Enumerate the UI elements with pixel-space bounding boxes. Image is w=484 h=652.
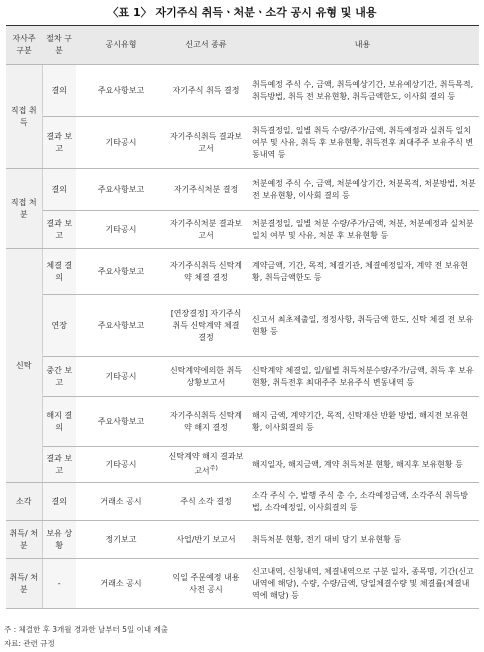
step-cell: 결과 보고	[42, 117, 76, 169]
content-cell: 해지 금액, 계약기간, 목적, 신탁재산 반환 방법, 해지전 보유현황, 이사회결의 등	[246, 397, 479, 447]
content-cell: 계약금액, 기간, 목적, 체결기관, 체결예정일자, 계약 전 보유현황, 취득금액한도 등	[246, 249, 479, 295]
group-cell: 직접 처분	[6, 169, 42, 249]
table-row	[6, 483, 479, 521]
content-cell: 취득결정일, 일별 취득 수량/주가/금액, 취득예정과 실취득 일치 여부 및 사유, 취득 후 보유현황, 취득전후 최대주주 보유주식 변동내역 등	[246, 117, 479, 169]
form-cell: 자기주식처분 결과보고서	[166, 211, 246, 249]
table-row	[6, 397, 479, 447]
content-cell: 신고내역, 신청내역, 체결내역으로 구분 일자, 종목명, 기간(신고내역에 해당), 수량, 수량/금액, 당일체결수량 및 체결률(체결내역에 해당) 등	[246, 559, 479, 609]
content-cell: 처분결정일, 일별 처분 수량/주가/금액, 처분, 처분예정과 실처분 일치 여부 및 사유, 처분 후 보유현황 등	[246, 211, 479, 249]
step-cell: 해지 결의	[42, 397, 76, 447]
type-cell: 기타공시	[76, 211, 166, 249]
step-cell: -	[42, 559, 76, 609]
table-row	[6, 249, 479, 295]
group-cell: 신탁	[6, 249, 42, 483]
header-cell: 내용	[246, 26, 479, 65]
step-cell: 결의	[42, 483, 76, 521]
form-cell: 자기주식취득 신탁계약 해지 결정	[166, 397, 246, 447]
step-cell: 보유 상황	[42, 521, 76, 559]
disclosure-table	[6, 25, 479, 609]
table-title: 〈표 1〉 자기주식 취득ㆍ처분ㆍ소각 공시 유형 및 내용	[107, 6, 377, 19]
group-cell: 취득/ 처분	[6, 521, 42, 559]
table-row	[6, 117, 479, 169]
type-cell: 정기보고	[76, 521, 166, 559]
table-row	[6, 169, 479, 211]
type-cell: 주요사항보고	[76, 295, 166, 357]
table-row	[6, 521, 479, 559]
table-row	[6, 65, 479, 117]
table-row	[6, 559, 479, 609]
form-cell	[166, 447, 246, 483]
form-cell: 익일 주문예정 내용 사전 공시	[166, 559, 246, 609]
header-cell: 절차 구분	[42, 26, 76, 65]
form-cell: 사업/반기 보고서	[166, 521, 246, 559]
form-cell: [연장결정] 자기주식취득 신탁계약 체결 결정	[166, 295, 246, 357]
type-cell: 거래소 공시	[76, 559, 166, 609]
header-cell: 자사주 구분	[6, 26, 42, 65]
content-cell: 취득예정 주식 수, 금액, 취득예상기간, 보유예상기간, 취득목적, 취득방법, 취득 전 보유현황, 취득금액한도, 이사회 결의 등	[246, 65, 479, 117]
form-cell: 신탁계약에의한 취득상황보고서	[166, 357, 246, 397]
form-cell: 자기주식처분 결정	[166, 169, 246, 211]
type-cell: 주요사항보고	[76, 169, 166, 211]
step-cell: 체결 결의	[42, 249, 76, 295]
step-cell: 중간 보고	[42, 357, 76, 397]
type-cell: 기타공시	[76, 357, 166, 397]
source-note: 자료: 관련 규정	[4, 639, 55, 648]
header-cell: 공시유형	[76, 26, 166, 65]
table-row	[6, 357, 479, 397]
type-cell: 기타공시	[76, 117, 166, 169]
content-cell: 신탁계약 체결일, 일/월별 취득처분수량/주가/금액, 취득 후 보유현황, 취득전후 최대주주 보유주식 변동내역 등	[246, 357, 479, 397]
content-cell: 취득처분 현황, 전기 대비 당기 보유현황 등	[246, 521, 479, 559]
form-cell: 주식 소각 결정	[166, 483, 246, 521]
group-cell: 취득/ 처분	[6, 559, 42, 609]
form-cell: 자기주식취득 신탁계약 체결 결정	[166, 249, 246, 295]
content-cell: 소각 주식 수, 발행 주식 총 수, 소각예정금액, 소각주식 취득방법, 소각예정일, 이사회결의 등	[246, 483, 479, 521]
step-cell: 결의	[42, 169, 76, 211]
type-cell: 주요사항보고	[76, 249, 166, 295]
content-cell: 해지일자, 해지금액, 계약 취득처분 현황, 해지후 보유현황 등	[246, 447, 479, 483]
content-cell: 신고서 최초제출일, 정정사항, 취득금액 한도, 신탁 체결 전 보유현황 등	[246, 295, 479, 357]
footnote-marker: 주)	[209, 465, 218, 473]
step-cell: 연장	[42, 295, 76, 357]
table-row	[6, 295, 479, 357]
table-row	[6, 447, 479, 483]
form-cell: 자기주식 취득 결정	[166, 65, 246, 117]
header-row	[6, 26, 479, 65]
content-cell: 처분예정 주식 수, 금액, 처분예상기간, 처분목적, 처분방법, 처분 전 보유현황, 이사회 결의 등	[246, 169, 479, 211]
step-cell: 결과 보고	[42, 211, 76, 249]
table-row	[6, 211, 479, 249]
form-text: 신탁계약 해지 결과보고서	[168, 452, 244, 476]
type-cell: 기타공시	[76, 447, 166, 483]
footnote: 주 : 체결한 후 3개월 경과한 날부터 5일 이내 제출	[4, 625, 168, 634]
type-cell: 주요사항보고	[76, 397, 166, 447]
step-cell: 결과 보고	[42, 447, 76, 483]
type-cell: 거래소 공시	[76, 483, 166, 521]
header-cell: 신고서 종류	[166, 26, 246, 65]
step-cell: 결의	[42, 65, 76, 117]
group-cell: 직접 취득	[6, 65, 42, 169]
type-cell: 주요사항보고	[76, 65, 166, 117]
group-cell: 소각	[6, 483, 42, 521]
form-cell: 자기주식취득 결과보고서	[166, 117, 246, 169]
